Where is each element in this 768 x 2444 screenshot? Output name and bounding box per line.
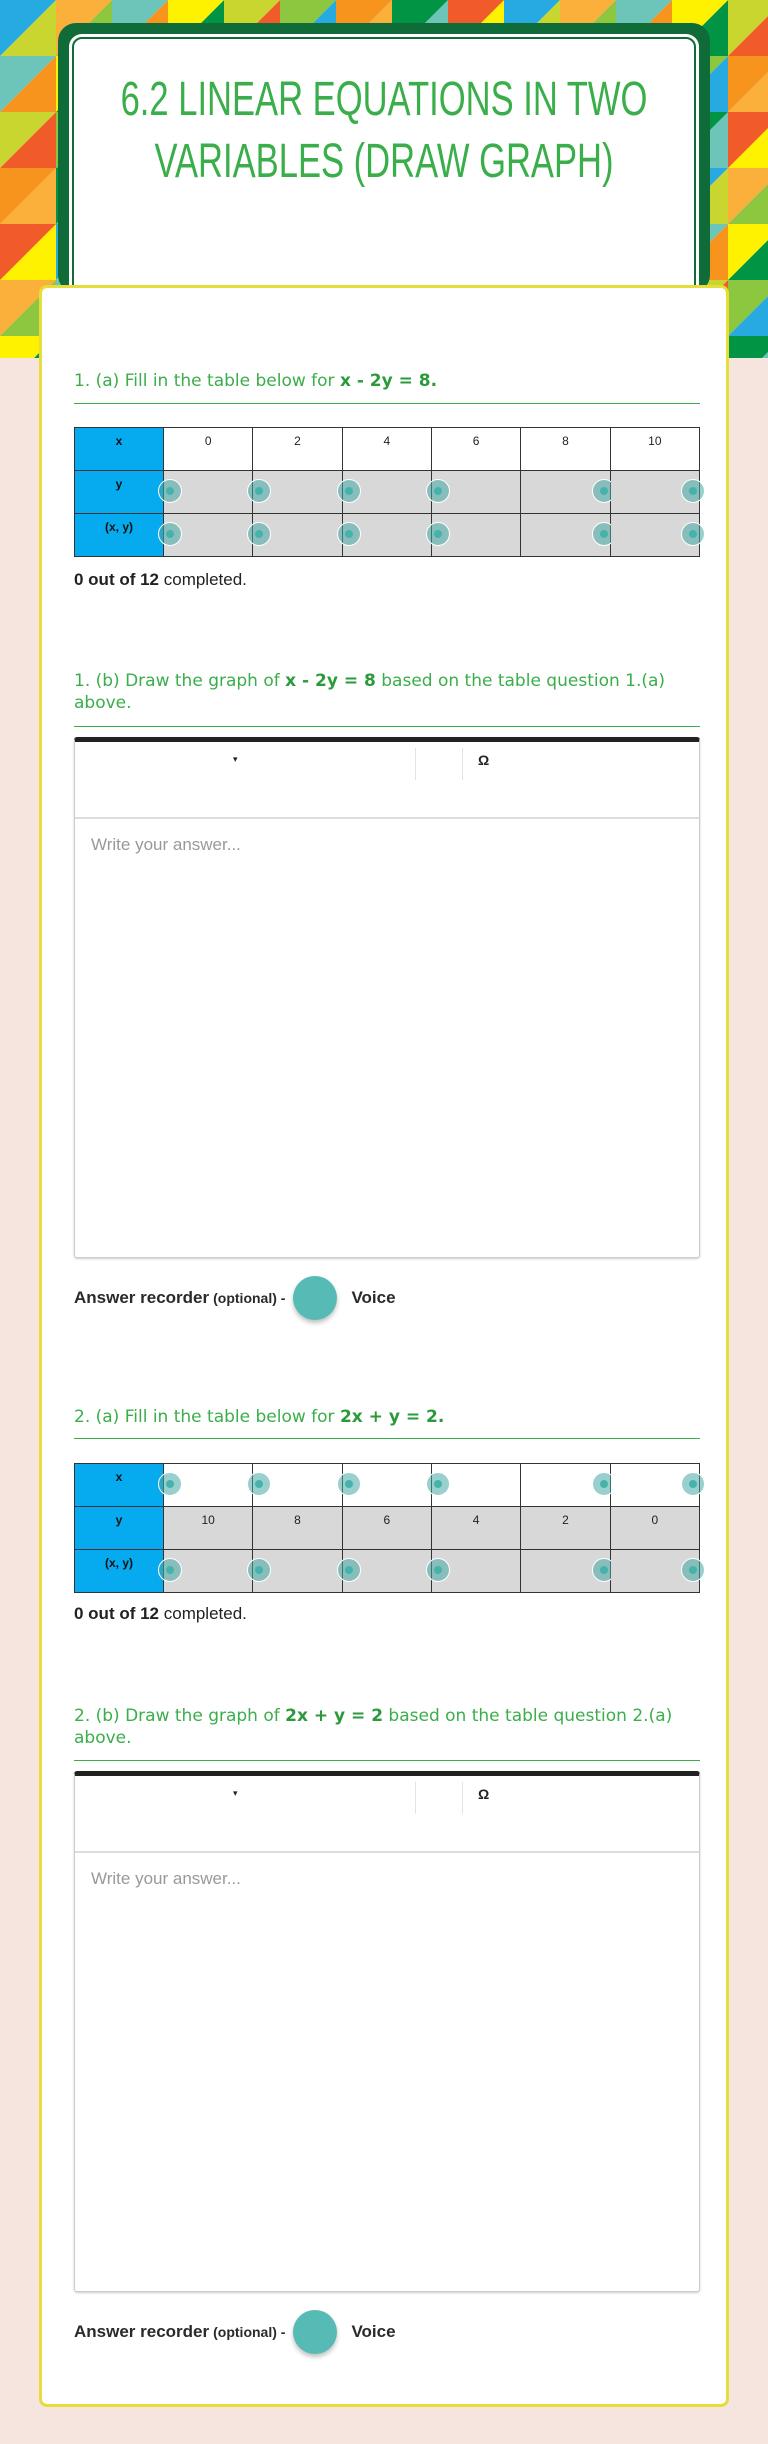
editor-toolbar [75, 1776, 699, 1853]
answer-cell[interactable] [164, 514, 253, 557]
toolbar-separator [415, 748, 416, 780]
table-cell: 8 [521, 428, 610, 471]
answer-cell[interactable] [431, 1550, 520, 1593]
answer-recorder-1 [74, 1276, 396, 1320]
answer-cell[interactable] [164, 1464, 253, 1507]
equation: x - 2y = 8. [339, 371, 438, 391]
toolbar-separator [462, 748, 463, 780]
answer-hotspot[interactable] [681, 1472, 705, 1496]
answer-cell[interactable] [342, 1550, 431, 1593]
row-header: (x, y) [75, 1550, 164, 1593]
answer-textarea[interactable]: Write your answer... [91, 835, 241, 854]
answer-cell[interactable] [431, 471, 520, 514]
question-2a-title [74, 1406, 700, 1428]
answer-hotspot[interactable] [426, 1472, 450, 1496]
answer-editor-2 [74, 1771, 700, 2292]
question-text: 1. (b) Draw the graph of [74, 671, 286, 691]
completed-count: 0 out of 12 [74, 1604, 160, 1623]
answer-cell[interactable] [342, 1464, 431, 1507]
question-text: based on the table question 1.(a) above. [74, 671, 666, 713]
answer-hotspot[interactable] [681, 1558, 705, 1582]
table-row [75, 514, 700, 557]
answer-hotspot[interactable] [337, 1558, 361, 1582]
answer-cell[interactable] [521, 514, 610, 557]
completion-status [74, 570, 247, 590]
answer-hotspot[interactable] [158, 479, 182, 503]
divider [74, 403, 700, 404]
answer-hotspot[interactable] [426, 479, 450, 503]
row-header: y [75, 1507, 164, 1550]
recorder-label: Answer recorder [74, 2322, 210, 2341]
table-row [75, 1464, 700, 1507]
answer-hotspot[interactable] [158, 1472, 182, 1496]
table-row [75, 471, 700, 514]
format-dropdown-icon[interactable]: ▾ [233, 754, 238, 764]
answer-cell[interactable] [164, 471, 253, 514]
table-row [75, 428, 700, 471]
row-header: x [75, 1464, 164, 1507]
answer-cell[interactable] [610, 1464, 699, 1507]
worksheet-card [39, 285, 729, 2407]
question-1a-title [74, 370, 700, 392]
answer-hotspot[interactable] [247, 1472, 271, 1496]
table-cell: 0 [610, 1507, 699, 1550]
equation: x - 2y = 8 [285, 671, 376, 691]
question-2a-table [74, 1463, 700, 1593]
table-cell: 6 [342, 1507, 431, 1550]
divider [74, 1760, 700, 1761]
question-2b-title [74, 1705, 700, 1749]
answer-cell[interactable] [342, 471, 431, 514]
title-banner [58, 23, 710, 293]
voice-label: Voice [351, 1288, 396, 1307]
question-1a-table [74, 427, 700, 557]
voice-label: Voice [351, 2322, 396, 2341]
table-row [75, 1550, 700, 1593]
answer-hotspot[interactable] [426, 1558, 450, 1582]
table-cell: 0 [164, 428, 253, 471]
row-header: x [75, 428, 164, 471]
special-character-button[interactable]: Ω [478, 1786, 490, 1802]
answer-cell[interactable] [610, 471, 699, 514]
completed-count: 0 out of 12 [74, 570, 160, 589]
record-button[interactable] [293, 1276, 337, 1320]
divider [74, 726, 700, 727]
recorder-optional: (optional) - [213, 1290, 286, 1306]
toolbar-separator [462, 1782, 463, 1814]
table-cell: 2 [521, 1507, 610, 1550]
answer-cell[interactable] [164, 1550, 253, 1593]
pattern-triangle [728, 336, 768, 358]
special-character-button[interactable]: Ω [478, 752, 490, 768]
answer-cell[interactable] [610, 1550, 699, 1593]
divider [74, 1438, 700, 1439]
row-header: (x, y) [75, 514, 164, 557]
record-button[interactable] [293, 2310, 337, 2354]
table-cell: 4 [342, 428, 431, 471]
toolbar-separator [415, 1782, 416, 1814]
table-cell: 10 [164, 1507, 253, 1550]
answer-cell[interactable] [521, 1550, 610, 1593]
answer-cell[interactable] [342, 514, 431, 557]
page-title: 6.2 LINEAR EQUATIONS IN TWO VARIABLES (DRAW GRAPH) [120, 73, 648, 188]
recorder-optional: (optional) - [213, 2324, 286, 2340]
answer-editor-1 [74, 737, 700, 1258]
table-row [75, 1507, 700, 1550]
question-1b-title [74, 670, 700, 714]
answer-hotspot[interactable] [247, 479, 271, 503]
completion-status [74, 1604, 247, 1624]
answer-cell[interactable] [610, 514, 699, 557]
table-cell: 4 [431, 1507, 520, 1550]
answer-hotspot[interactable] [681, 522, 705, 546]
completed-suffix: completed. [159, 1604, 247, 1623]
answer-cell[interactable] [253, 1464, 342, 1507]
equation: 2x + y = 2. [339, 1407, 445, 1427]
completed-suffix: completed. [159, 570, 247, 589]
answer-hotspot[interactable] [158, 1558, 182, 1582]
answer-cell[interactable] [521, 1464, 610, 1507]
editor-toolbar [75, 742, 699, 819]
answer-hotspot[interactable] [337, 479, 361, 503]
answer-cell[interactable] [521, 471, 610, 514]
answer-hotspot[interactable] [426, 522, 450, 546]
row-header: y [75, 471, 164, 514]
table-cell: 10 [610, 428, 699, 471]
equation: 2x + y = 2 [285, 1706, 384, 1726]
answer-cell[interactable] [431, 1464, 520, 1507]
answer-cell[interactable] [431, 514, 520, 557]
table-cell: 8 [253, 1507, 342, 1550]
answer-hotspot[interactable] [247, 522, 271, 546]
question-text: 2. (a) Fill in the table below for [74, 1407, 340, 1427]
table-cell: 6 [431, 428, 520, 471]
format-dropdown-icon[interactable]: ▾ [233, 1788, 238, 1798]
recorder-label: Answer recorder [74, 1288, 210, 1307]
answer-hotspot[interactable] [337, 522, 361, 546]
answer-cell[interactable] [253, 514, 342, 557]
answer-cell[interactable] [253, 1550, 342, 1593]
answer-hotspot[interactable] [158, 522, 182, 546]
answer-textarea[interactable]: Write your answer... [91, 1869, 241, 1888]
answer-recorder-2 [74, 2310, 396, 2354]
table-cell: 2 [253, 428, 342, 471]
question-text: 1. (a) Fill in the table below for [74, 371, 340, 391]
question-text: based on the table question 2.(a) above. [74, 1706, 673, 1748]
answer-cell[interactable] [253, 471, 342, 514]
question-text: 2. (b) Draw the graph of [74, 1706, 286, 1726]
answer-hotspot[interactable] [247, 1558, 271, 1582]
answer-hotspot[interactable] [337, 1472, 361, 1496]
answer-hotspot[interactable] [681, 479, 705, 503]
